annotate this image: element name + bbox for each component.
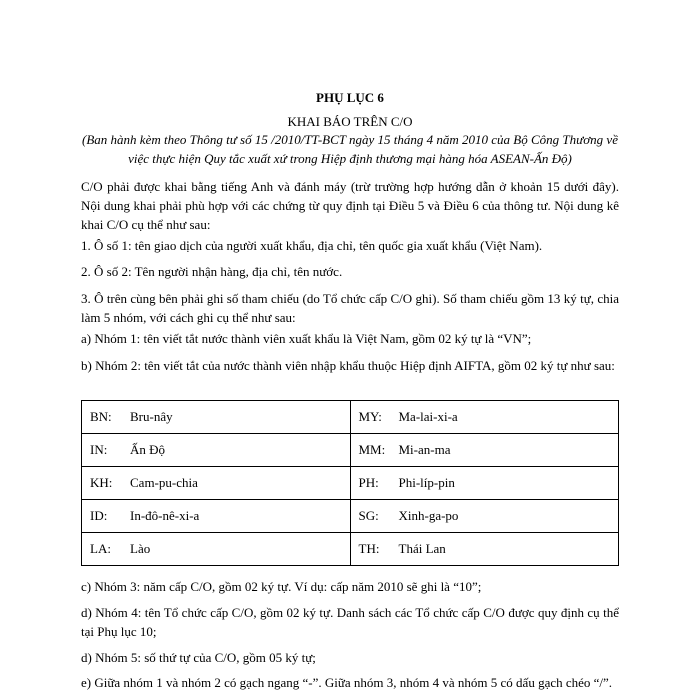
table-cell — [82, 434, 351, 467]
table-row — [82, 467, 619, 500]
country-code: BN: — [90, 409, 112, 424]
group-4-paragraph: d) Nhóm 4: tên Tổ chức cấp C/O, gồm 02 ký tự. Danh sách các Tổ chức cấp C/O được quy định cụ thể tại Phụ lục 10; — [81, 605, 619, 639]
table-cell — [82, 401, 351, 434]
table-cell — [350, 401, 619, 434]
country-code: ID: — [90, 508, 108, 523]
country-code: MM: — [358, 442, 386, 457]
country-name: Ấn Độ — [130, 442, 166, 457]
country-code: MY: — [358, 409, 382, 424]
item-1-paragraph: 1. Ô số 1: tên giao dịch của người xuất khẩu, địa chỉ, tên quốc gia xuất khẩu (Việt Nam). — [81, 238, 543, 253]
document-title: PHỤ LỤC 6 — [316, 90, 384, 105]
document-subtitle: KHAI BÁO TRÊN C/O — [287, 114, 413, 129]
country-name: In-đô-nê-xi-a — [130, 508, 200, 523]
table-cell — [350, 434, 619, 467]
issuance-note: (Ban hành kèm theo Thông tư số 15 /2010/TT-BCT ngày 15 tháng 4 năm 2010 của Bộ Công Thương về việc thực hiện Quy tắc xuất xứ trong Hiệp định thương mại hàng hóa ASEAN-Ấn Độ) — [82, 132, 618, 166]
table-row — [82, 533, 619, 566]
table-cell — [350, 500, 619, 533]
country-name: Xinh-ga-po — [398, 508, 459, 523]
country-code: KH: — [90, 475, 113, 490]
group-3-paragraph: c) Nhóm 3: năm cấp C/O, gồm 02 ký tự. Ví dụ: cấp năm 2010 sẽ ghi là “10”; — [81, 579, 482, 594]
country-code: IN: — [90, 442, 108, 457]
country-name: Phi-líp-pin — [398, 475, 455, 490]
intro-paragraph: C/O phải được khai bằng tiếng Anh và đánh máy (trừ trường hợp hướng dẫn ở khoản 15 dưới đây). Nội dung khai phải phù hợp với các chứng từ quy định tại Điều 5 và Điều 6 của thông tư. Nội dung kê khai C/O cụ thể như sau: — [81, 179, 619, 232]
country-name: Cam-pu-chia — [130, 475, 198, 490]
table-cell — [82, 533, 351, 566]
group-5-paragraph: d) Nhóm 5: số thứ tự của C/O, gồm 05 ký tự; — [81, 650, 316, 665]
group-2-paragraph: b) Nhóm 2: tên viết tắt của nước thành viên nhập khẩu thuộc Hiệp định AIFTA, gồm 02 ký tự như sau: — [81, 358, 615, 373]
country-name: Bru-nây — [130, 409, 173, 424]
country-name: Mi-an-ma — [398, 442, 451, 457]
table-cell — [350, 467, 619, 500]
country-name: Lào — [130, 541, 151, 556]
table-row — [82, 401, 619, 434]
country-name: Ma-lai-xi-a — [398, 409, 458, 424]
item-2-paragraph: 2. Ô số 2: Tên người nhận hàng, địa chỉ, tên nước. — [81, 264, 343, 279]
country-name: Thái Lan — [398, 541, 446, 556]
country-code: LA: — [90, 541, 111, 556]
country-code: PH: — [358, 475, 379, 490]
table-cell — [350, 533, 619, 566]
country-code: TH: — [358, 541, 380, 556]
table-cell — [82, 467, 351, 500]
separator-paragraph: e) Giữa nhóm 1 và nhóm 2 có gạch ngang “-”. Giữa nhóm 3, nhóm 4 và nhóm 5 có dấu gạch chéo “/”. — [81, 675, 613, 690]
country-code: SG: — [358, 508, 379, 523]
group-1-paragraph: a) Nhóm 1: tên viết tắt nước thành viên xuất khẩu là Việt Nam, gồm 02 ký tự là “VN”; — [81, 331, 532, 346]
table-cell — [82, 500, 351, 533]
item-3-paragraph: 3. Ô trên cùng bên phải ghi số tham chiếu (do Tổ chức cấp C/O ghi). Số tham chiếu gồm 13 ký tự, chia làm 5 nhóm, với cách ghi cụ thể như sau: — [81, 291, 619, 325]
country-code-table — [81, 400, 619, 566]
table-row — [82, 500, 619, 533]
table-row — [82, 434, 619, 467]
